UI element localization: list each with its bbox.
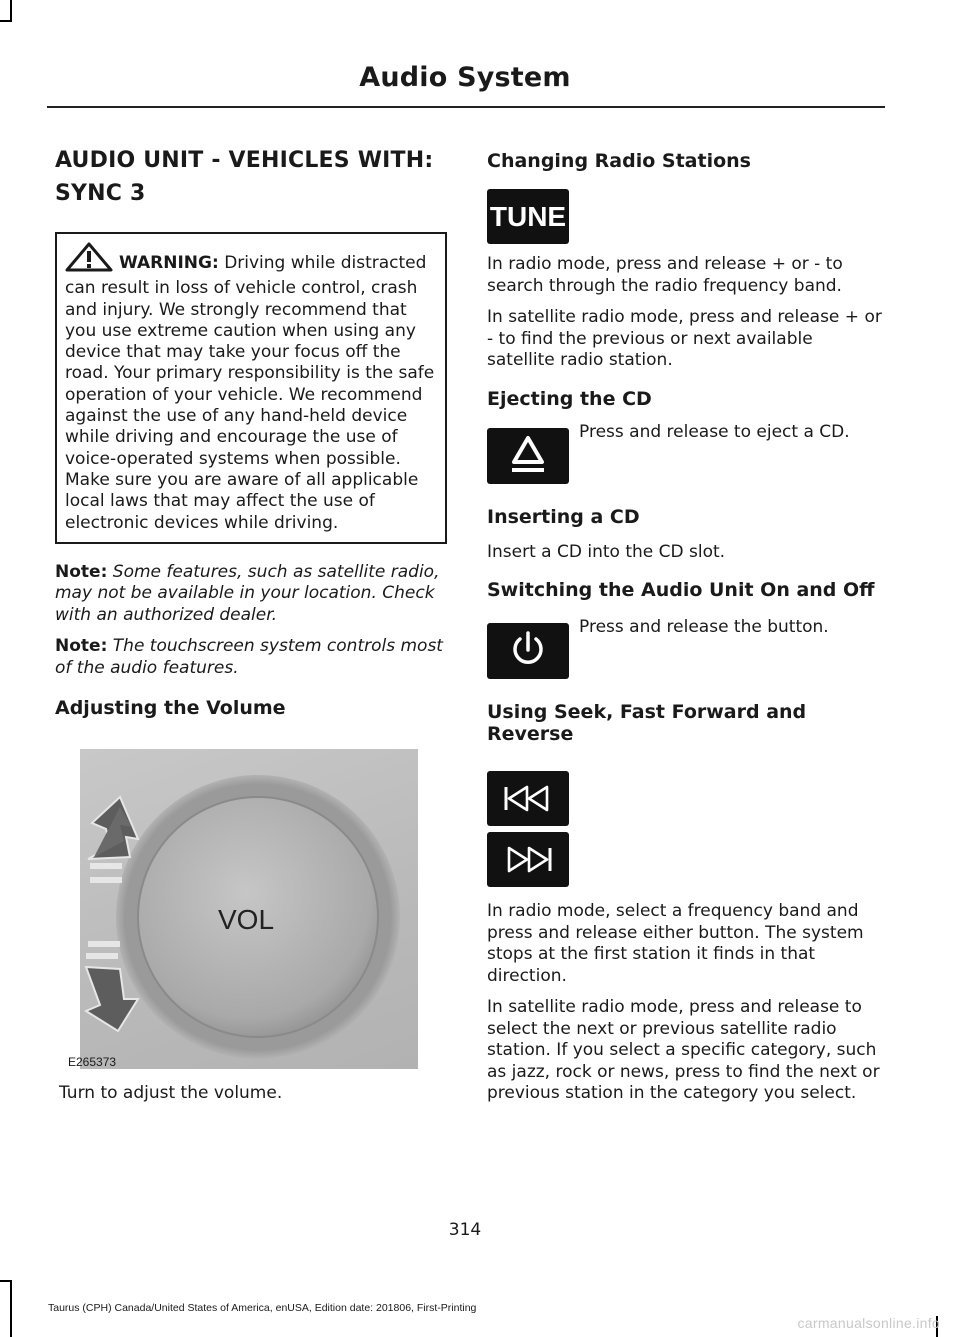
right-column <box>487 140 882 1115</box>
note-1-label: Note: <box>55 561 108 582</box>
seek-back-icon <box>487 771 569 826</box>
warning-triangle-icon <box>65 242 113 278</box>
eject-heading: Ejecting the CD <box>487 387 652 410</box>
power-text: Press and release the button. <box>579 617 829 637</box>
power-button[interactable] <box>487 623 569 679</box>
page-number: 314 <box>448 1220 482 1240</box>
crop-mark <box>0 20 12 22</box>
tune-button[interactable] <box>487 189 569 244</box>
volume-knob-icon <box>80 749 418 1069</box>
note-2 <box>55 636 447 679</box>
crop-mark <box>0 1280 12 1282</box>
section-title-line1: AUDIO UNIT - VEHICLES WITH: <box>55 148 434 173</box>
watermark: carmanualsonline.info <box>797 1315 940 1331</box>
seek-paragraph-1: In radio mode, select a frequency band and press and release either button. The system stops at the first station it finds in that direction. <box>487 901 864 986</box>
section-title-line2: SYNC 3 <box>55 181 146 206</box>
insert-text: Insert a CD into the CD slot. <box>487 541 726 562</box>
seek-back-button[interactable] <box>487 771 569 826</box>
volume-heading: Adjusting the Volume <box>55 697 286 720</box>
note-2-label: Note: <box>55 636 108 657</box>
tune-paragraph-2: In satellite radio mode, press and release + or - to find the previous or next available satellite radio station. <box>487 307 882 370</box>
volume-caption: Turn to adjust the volume. <box>59 1083 283 1104</box>
section-title <box>55 144 447 210</box>
tune-heading: Changing Radio Stations <box>487 150 751 172</box>
insert-heading: Inserting a CD <box>487 505 640 528</box>
knob-label: VOL <box>217 904 275 936</box>
seek-forward-button[interactable] <box>487 832 569 887</box>
eject-icon <box>487 428 569 484</box>
crop-mark <box>10 1280 12 1337</box>
left-column <box>55 140 447 1115</box>
warning-text: Driving while distracted can result in loss of vehicle control, crash and injury. We strongly recommend that you use extreme caution when using any device that may take your focus off the road. Your primary responsibility is the safe operation of your vehicle. We recommend against the use of any hand-held device while driving and encourage the use of voice-operated systems when possible. Make sure you are aware of all applicable local laws that may affect the use of electronic devices while driving. <box>65 253 435 533</box>
eject-text: Press and release to eject a CD. <box>579 421 850 442</box>
page-header-title: Audio System <box>359 62 571 93</box>
seek-forward-icon <box>487 832 569 887</box>
tune-button-label: TUNE <box>489 201 567 232</box>
tune-paragraph-1: In radio mode, press and release + or - to search through the radio frequency band. <box>487 254 843 296</box>
note-1 <box>55 562 447 627</box>
crop-mark <box>10 0 12 20</box>
power-row <box>487 617 882 679</box>
eject-row <box>487 421 882 484</box>
warning-label: WARNING: <box>119 253 219 273</box>
eject-button[interactable] <box>487 428 569 484</box>
footer-text: Taurus (CPH) Canada/United States of America, enUSA, Edition date: 201806, First-Printing <box>48 1302 477 1314</box>
note-2-text: The touchscreen system controls most of the audio features. <box>55 636 443 678</box>
power-icon <box>487 623 569 679</box>
power-heading: Switching the Audio Unit On and Off <box>487 579 875 601</box>
figure-code: E265373 <box>68 1055 117 1070</box>
seek-paragraph-2: In satellite radio mode, press and release to select the next or previous satellite radio station. If you select a specific category, such as jazz, rock or news, press to find the next or previous station in the category you select. <box>487 997 880 1103</box>
volume-figure <box>68 749 418 1070</box>
warning-box <box>55 232 447 544</box>
note-1-text: Some features, such as satellite radio, may not be available in your location. Check with an authorized dealer. <box>55 561 440 625</box>
seek-heading: Using Seek, Fast Forward and Reverse <box>487 701 807 745</box>
header-rule <box>47 106 885 108</box>
